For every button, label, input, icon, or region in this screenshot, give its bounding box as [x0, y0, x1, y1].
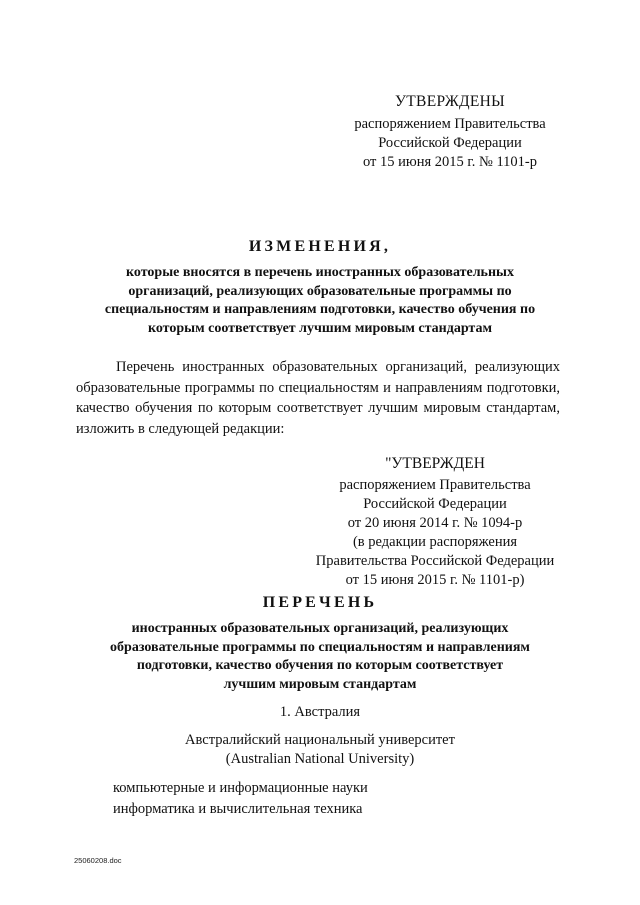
university-name-ru: Австралийский национальный университет — [185, 732, 455, 748]
list-title: ПЕРЕЧЕНЬ — [262, 594, 378, 611]
approval-line: распоряжением Правительства — [354, 116, 546, 132]
approval-line: от 15 июня 2015 г. № 1101-р) — [345, 572, 525, 588]
list-item: информатика и вычислительная техника — [113, 800, 363, 817]
subtitle-line: подготовки, качество обучения по которым соответствует — [136, 658, 504, 673]
approval-heading: "УТВЕРЖДЕН — [385, 455, 485, 472]
subtitle-line: лучшим мировым стандартам — [223, 676, 417, 692]
approval-line: от 15 июня 2015 г. № 1101-р — [363, 154, 537, 170]
changes-title: ИЗМЕНЕНИЯ, — [248, 238, 392, 255]
subtitle-line: которым соответствует лучшим мировым стандартам — [147, 320, 493, 336]
subtitle-line: образовательные программы по специальностям и направлениям — [110, 639, 530, 655]
footer-filename: 25060208.doc — [74, 856, 122, 865]
approval-stamp-top — [340, 92, 560, 172]
approval-line: от 20 июня 2014 г. № 1094-р — [347, 515, 523, 531]
approval-heading: УТВЕРЖДЕНЫ — [395, 93, 505, 110]
subtitle-line: иностранных образовательных организаций, реализующих — [131, 621, 509, 636]
approval-line: Правительства Российской Федерации — [315, 553, 555, 569]
list-item: компьютерные и информационные науки — [113, 780, 368, 796]
country-heading: 1. Австралия — [279, 704, 361, 720]
approval-line: распоряжением Правительства — [339, 477, 531, 493]
approval-stamp-inner — [300, 454, 570, 590]
university-name-en: (Australian National University) — [225, 751, 415, 767]
subtitle-line: специальностям и направлениям подготовки, качество обучения по — [104, 302, 536, 317]
approval-line: Российской Федерации — [363, 496, 507, 512]
subtitle-line: организаций, реализующих образовательные программы по — [128, 283, 512, 299]
specialty-list — [113, 778, 533, 819]
changes-subtitle — [80, 264, 560, 338]
list-subtitle — [80, 620, 560, 694]
approval-line: Российской Федерации — [378, 135, 522, 151]
approval-line: (в редакции распоряжения — [352, 534, 518, 550]
subtitle-line: которые вносятся в перечень иностранных образовательных — [126, 265, 514, 280]
body-paragraph: Перечень иностранных образовательных организаций, реализующих образовательные программы по специальностям и направлениям подготовки, качество обучения по которым соответствует лучшим мировым стандартам, изложить в следующей редакции: — [76, 359, 560, 437]
